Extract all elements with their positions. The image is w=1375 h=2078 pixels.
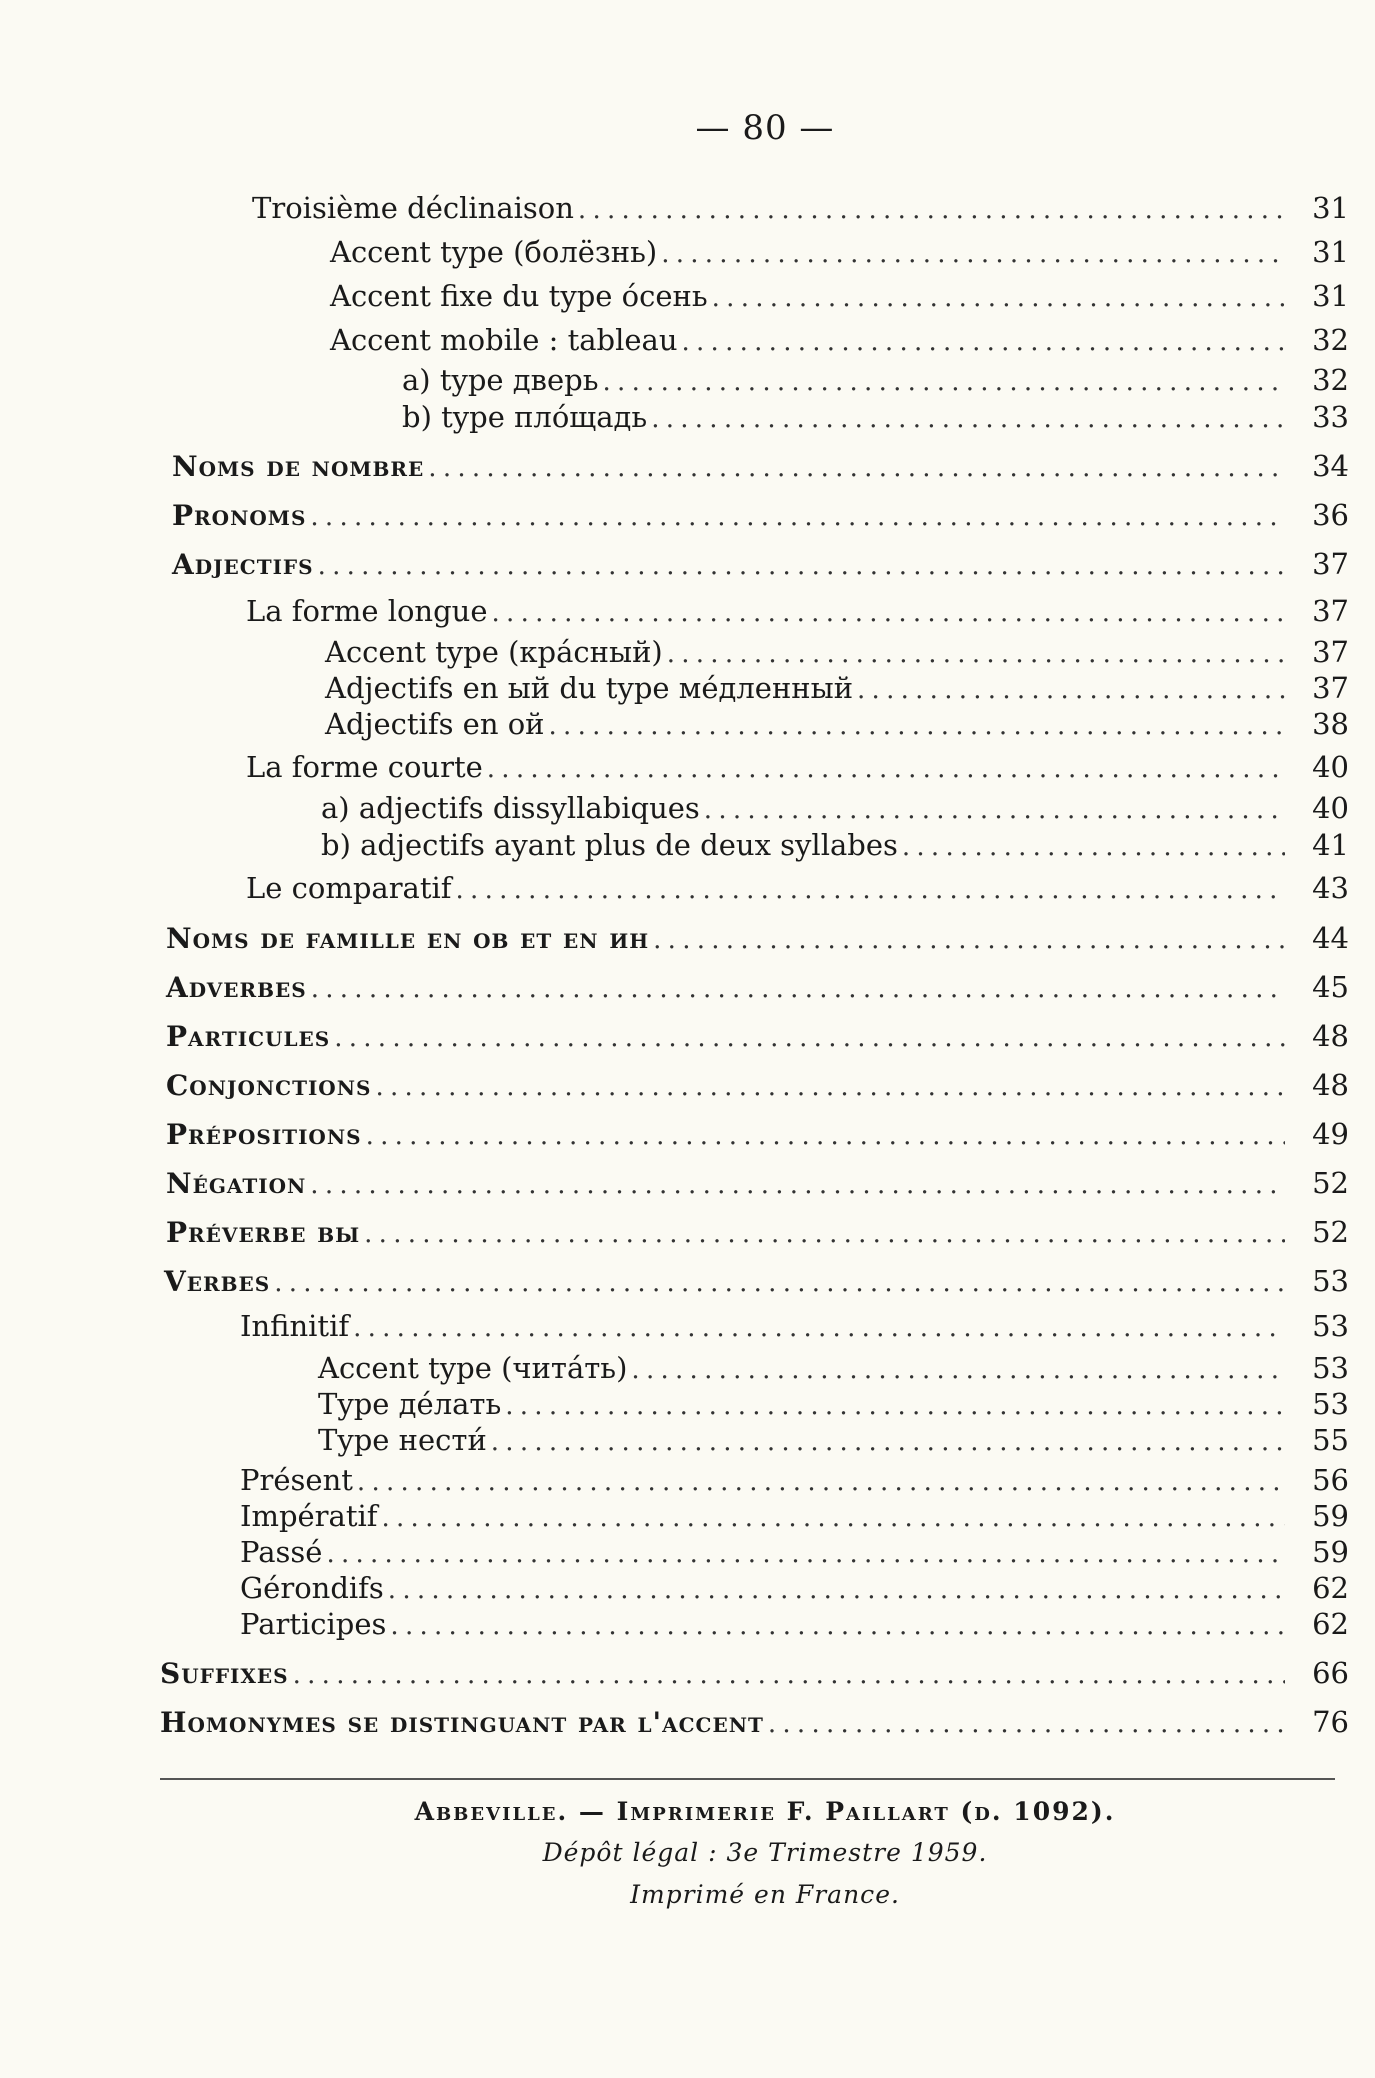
toc-page: 32 xyxy=(1312,363,1349,397)
dot-leader xyxy=(318,548,1285,584)
toc-page: 44 xyxy=(1312,921,1349,955)
toc-page: 55 xyxy=(1312,1423,1349,1457)
toc-entry xyxy=(164,1263,1349,1301)
dot-leader xyxy=(492,595,1285,631)
dot-leader xyxy=(578,192,1285,228)
dot-leader xyxy=(603,364,1285,400)
toc-entry xyxy=(166,969,1349,1007)
toc-label: Impératif xyxy=(240,1499,378,1533)
toc-page: 53 xyxy=(1312,1309,1349,1343)
toc-label: Accent type (болёзнь) xyxy=(330,235,658,269)
toc-label: Accent type (кра́сный) xyxy=(325,635,663,669)
toc-entry xyxy=(325,706,1349,744)
dot-leader xyxy=(357,1464,1285,1500)
toc-entry xyxy=(321,827,1349,865)
toc-page: 31 xyxy=(1312,191,1349,225)
toc-entry xyxy=(321,790,1349,828)
toc-page: 33 xyxy=(1312,400,1349,434)
toc-entry xyxy=(240,1570,1349,1608)
dot-leader xyxy=(712,280,1285,316)
toc-label: Passé xyxy=(240,1535,323,1569)
toc-label: Participes xyxy=(240,1607,387,1641)
imprint-printer: Abbeville. — Imprimerie F. Paillart (d. 1092). xyxy=(414,1797,1116,1826)
toc-page: 37 xyxy=(1312,671,1349,705)
toc-entry xyxy=(330,322,1349,360)
toc-label: a) type дверь xyxy=(402,363,599,397)
dot-leader xyxy=(326,1536,1285,1572)
dot-leader xyxy=(653,922,1285,958)
toc-label: La forme courte xyxy=(246,750,483,784)
toc-entry xyxy=(402,399,1349,437)
toc-page: 31 xyxy=(1312,279,1349,313)
toc-label: Adjectifs xyxy=(172,548,314,581)
dot-leader xyxy=(334,1020,1285,1056)
toc-label: Accent type (чита́ть) xyxy=(318,1351,628,1385)
toc-label: Adjectifs en ой xyxy=(325,707,545,741)
toc-label: a) adjectifs dissyllabiques xyxy=(321,791,700,825)
toc-page: 36 xyxy=(1312,498,1349,532)
toc-page: 49 xyxy=(1312,1117,1349,1151)
dot-leader xyxy=(390,1608,1285,1644)
toc-label: Le comparatif xyxy=(246,871,452,905)
toc-label: Type де́лать xyxy=(318,1387,502,1421)
toc-entry xyxy=(246,870,1349,908)
toc-page: 43 xyxy=(1312,871,1349,905)
dot-leader xyxy=(310,499,1285,535)
toc-label: b) type пло́щадь xyxy=(402,400,648,434)
toc-entry xyxy=(172,448,1349,486)
toc-page: 52 xyxy=(1312,1215,1349,1249)
toc-entry xyxy=(240,1534,1349,1572)
toc-label: Pronoms xyxy=(172,499,307,532)
dot-leader xyxy=(311,971,1285,1007)
toc-page: 48 xyxy=(1312,1068,1349,1102)
dot-leader xyxy=(704,792,1285,828)
dot-leader xyxy=(768,1706,1285,1742)
toc-entry xyxy=(172,546,1349,584)
toc-entry xyxy=(246,749,1349,787)
toc-label: Noms de nombre xyxy=(172,450,425,483)
toc-entry xyxy=(166,920,1349,958)
dot-leader xyxy=(491,1424,1285,1460)
toc-entry xyxy=(172,497,1349,535)
toc-page: 37 xyxy=(1312,547,1349,581)
toc-entry xyxy=(240,1498,1349,1536)
imprint-legal-deposit: Dépôt légal : 3e Trimestre 1959. xyxy=(542,1838,988,1867)
toc-entry xyxy=(166,1214,1349,1252)
dot-leader xyxy=(382,1500,1286,1536)
dot-leader xyxy=(661,236,1285,272)
toc-page: 66 xyxy=(1312,1656,1349,1690)
toc-entry xyxy=(166,1018,1349,1056)
toc-page: 45 xyxy=(1312,970,1349,1004)
toc-page: 40 xyxy=(1312,791,1349,825)
dot-leader xyxy=(388,1572,1285,1608)
toc-label: Gérondifs xyxy=(240,1571,384,1605)
toc-entry xyxy=(166,1116,1349,1154)
toc-page: 34 xyxy=(1312,449,1349,483)
toc-page: 56 xyxy=(1312,1463,1349,1497)
toc-entry xyxy=(325,670,1349,708)
dot-leader xyxy=(902,829,1285,865)
toc-entry xyxy=(318,1350,1349,1388)
toc-label: Adjectifs en ый du type ме́дленный xyxy=(325,671,854,705)
dot-leader xyxy=(505,1388,1285,1424)
toc-label: Homonymes se distinguant par l'accent xyxy=(160,1706,764,1739)
toc-entry xyxy=(252,190,1349,228)
toc-entry xyxy=(330,278,1349,316)
toc-label: Verbes xyxy=(164,1265,271,1298)
dot-leader xyxy=(667,636,1285,672)
dot-leader xyxy=(375,1069,1285,1105)
toc-entry xyxy=(318,1422,1349,1460)
dot-leader xyxy=(456,872,1285,908)
toc-label: Prépositions xyxy=(166,1118,362,1151)
toc-entry xyxy=(160,1655,1349,1693)
toc-entry xyxy=(240,1606,1349,1644)
toc-label: Infinitif xyxy=(240,1309,350,1343)
toc-entry xyxy=(246,593,1349,631)
toc-entry xyxy=(240,1462,1349,1500)
toc-entry xyxy=(325,634,1349,672)
toc-entry xyxy=(166,1165,1349,1203)
toc-page: 53 xyxy=(1312,1387,1349,1421)
toc-label: Troisième déclinaison xyxy=(252,191,574,225)
toc-label: Accent mobile : tableau xyxy=(330,323,678,357)
dot-leader xyxy=(310,1167,1285,1203)
toc-entry xyxy=(160,1704,1349,1742)
divider-rule xyxy=(160,1778,1335,1780)
toc-page: 37 xyxy=(1312,635,1349,669)
toc-label: Présent xyxy=(240,1463,353,1497)
dot-leader xyxy=(366,1118,1285,1154)
dot-leader xyxy=(274,1265,1285,1301)
toc-page: 59 xyxy=(1312,1499,1349,1533)
dot-leader xyxy=(364,1216,1285,1252)
dot-leader xyxy=(651,401,1285,437)
toc-label: Adverbes xyxy=(166,971,307,1004)
toc-label: Négation xyxy=(166,1167,307,1200)
toc-label: b) adjectifs ayant plus de deux syllabes xyxy=(321,828,898,862)
toc-label: Noms de famille en ов et en ин xyxy=(166,922,650,955)
toc-entry xyxy=(402,362,1349,400)
toc-page: 48 xyxy=(1312,1019,1349,1053)
dot-leader xyxy=(293,1657,1285,1693)
toc-page: 62 xyxy=(1312,1607,1349,1641)
toc-page: 32 xyxy=(1312,323,1349,357)
dot-leader xyxy=(857,672,1285,708)
toc-page: 41 xyxy=(1312,828,1349,862)
toc-entry xyxy=(240,1308,1349,1346)
imprint-country: Imprimé en France. xyxy=(630,1880,900,1909)
toc-label: Préverbe вы xyxy=(166,1216,361,1249)
toc-label: Suffixes xyxy=(160,1657,289,1690)
toc-page: 38 xyxy=(1312,707,1349,741)
toc-entry xyxy=(166,1067,1349,1105)
dot-leader xyxy=(428,450,1285,486)
toc-page: 62 xyxy=(1312,1571,1349,1605)
dot-leader xyxy=(682,324,1286,360)
toc-label: Conjonctions xyxy=(166,1069,372,1102)
toc-page: 53 xyxy=(1312,1351,1349,1385)
dot-leader xyxy=(353,1310,1285,1346)
toc-entry xyxy=(330,234,1349,272)
toc-page: 59 xyxy=(1312,1535,1349,1569)
toc-label: La forme longue xyxy=(246,594,488,628)
toc-entry xyxy=(318,1386,1349,1424)
toc-page: 53 xyxy=(1312,1264,1349,1298)
toc-label: Particules xyxy=(166,1020,331,1053)
toc-label: Accent fixe du type о́сень xyxy=(330,279,708,313)
toc-page: 40 xyxy=(1312,750,1349,784)
dot-leader xyxy=(631,1352,1285,1388)
toc-page: 76 xyxy=(1312,1705,1349,1739)
dot-leader xyxy=(487,751,1285,787)
toc-page: 37 xyxy=(1312,594,1349,628)
toc-page: 52 xyxy=(1312,1166,1349,1200)
dot-leader xyxy=(549,708,1285,744)
toc-page: 31 xyxy=(1312,235,1349,269)
toc-label: Type нести́ xyxy=(318,1423,487,1457)
page-number: — 80 — xyxy=(695,108,835,148)
